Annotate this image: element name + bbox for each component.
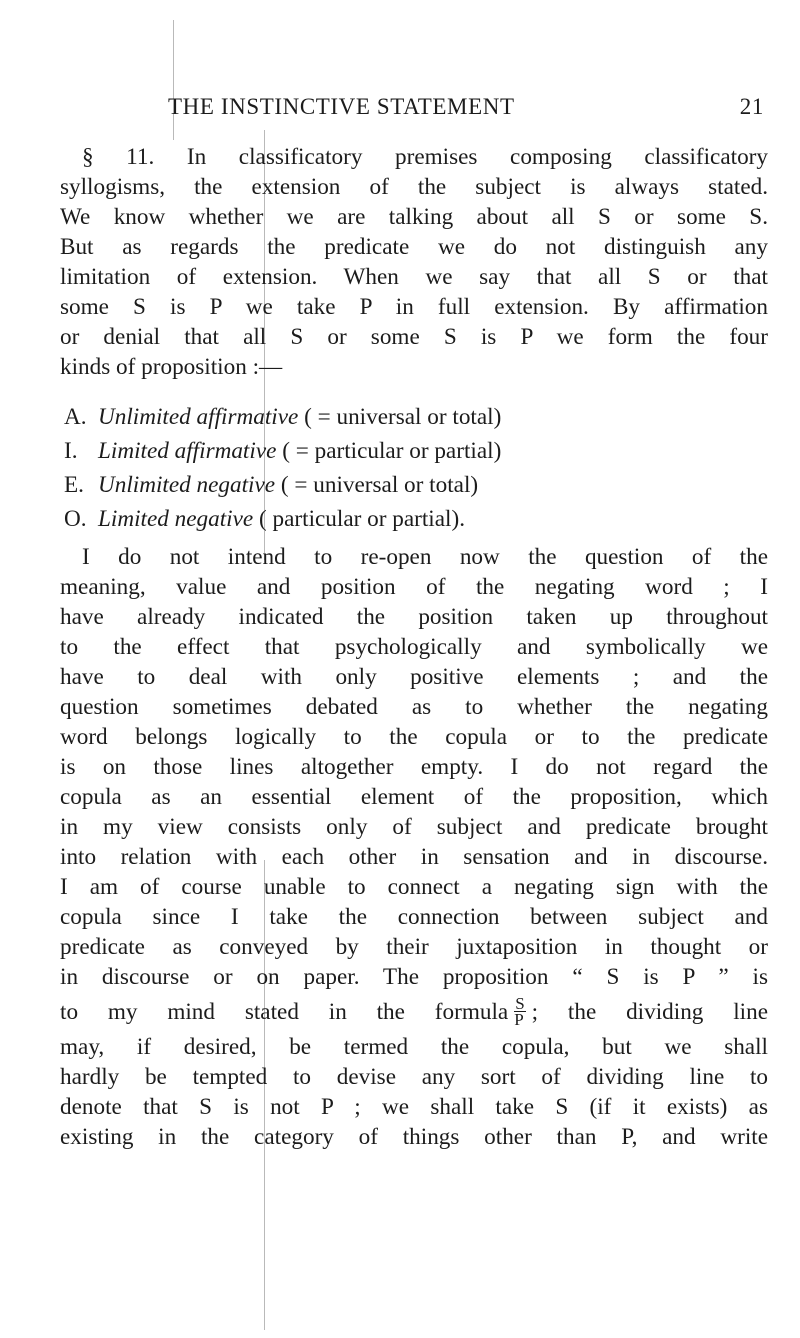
paragraph-section-11 (60, 142, 768, 382)
text-line: have already indicated the position taken up throughout (60, 604, 768, 630)
proposition-kinds-list (64, 400, 704, 536)
text-line: copula as an essential element of the proposition, which (60, 784, 768, 810)
proposition-letter: O. (64, 506, 87, 532)
text-line: existing in the category of things other than P, and write (60, 1124, 768, 1150)
proposition-term: Unlimited negative (98, 472, 276, 498)
formula-line (60, 992, 768, 1032)
proposition-term: Unlimited affirmative (98, 404, 299, 430)
proposition-term: Limited affirmative (98, 438, 277, 464)
fraction-formula (514, 994, 525, 1030)
text-line: hardly be tempted to devise any sort of dividing line to (60, 1064, 768, 1090)
proposition-letter: I. (64, 438, 78, 464)
fraction-numerator: S (515, 994, 525, 1014)
text-line: limitation of extension. When we say that all S or that (60, 264, 768, 290)
text-line: question sometimes debated as to whether the negating (60, 694, 768, 720)
text-line: in my view consists only of subject and predicate brought (60, 814, 768, 840)
proposition-item (64, 434, 704, 468)
text-line: syllogisms, the extension of the subject is always stated. (60, 174, 768, 200)
proposition-gloss: ( = universal or total) (280, 472, 479, 498)
text-line: § 11. In classificatory premises composing classificatory (82, 144, 768, 170)
text-line: have to deal with only positive elements ; and the (60, 664, 768, 690)
proposition-item (64, 502, 704, 536)
text-line: in discourse or on paper. The proposition “ S is P ” is (60, 964, 768, 990)
text-line: into relation with each other in sensation and in discourse. (60, 844, 768, 870)
text-line: predicate as conveyed by their juxtaposition in thought or (60, 934, 768, 960)
text-line: I do not intend to re-open now the question of the (82, 544, 768, 570)
running-head (168, 94, 764, 126)
text-line: may, if desired, be termed the copula, but we shall (60, 1034, 768, 1060)
proposition-gloss: ( particular or partial). (259, 506, 466, 532)
text-line: some S is P we take P in full extension. By affirmation (60, 294, 768, 320)
formula-trail-text: ; the dividing line (531, 999, 768, 1025)
fraction-denominator: P (514, 1010, 524, 1030)
text-line: meaning, value and position of the negating word ; I (60, 574, 768, 600)
text-line: I am of course unable to connect a negating sign with the (60, 874, 768, 900)
proposition-term: Limited negative (98, 506, 254, 532)
text-line: denote that S is not P ; we shall take S (if it exists) as (60, 1094, 768, 1120)
page-number: 21 (739, 94, 764, 119)
text-line: copula since I take the connection between subject and (60, 904, 768, 930)
text-line: kinds of proposition :— (60, 354, 283, 380)
proposition-gloss: ( = particular or partial) (282, 438, 502, 464)
text-line: word belongs logically to the copula or to the predicate (60, 724, 768, 750)
proposition-item (64, 468, 704, 502)
text-line: to the effect that psychologically and symbolically we (60, 634, 768, 660)
text-line: or denial that all S or some S is P we form the four (60, 324, 768, 350)
proposition-letter: E. (64, 472, 84, 498)
formula-lead-text: to my mind stated in the formula (60, 999, 509, 1025)
text-line: We know whether we are talking about all S or some S. (60, 204, 768, 230)
text-line: But as regards the predicate we do not distinguish any (60, 234, 768, 260)
proposition-gloss: ( = universal or total) (304, 404, 502, 430)
paragraph-negating-word (60, 542, 768, 1152)
proposition-letter: A. (64, 404, 87, 430)
text-line: is on those lines altogether empty. I do not regard the (60, 754, 768, 780)
proposition-item (64, 400, 704, 434)
running-head-title: THE INSTINCTIVE STATEMENT (168, 94, 515, 119)
